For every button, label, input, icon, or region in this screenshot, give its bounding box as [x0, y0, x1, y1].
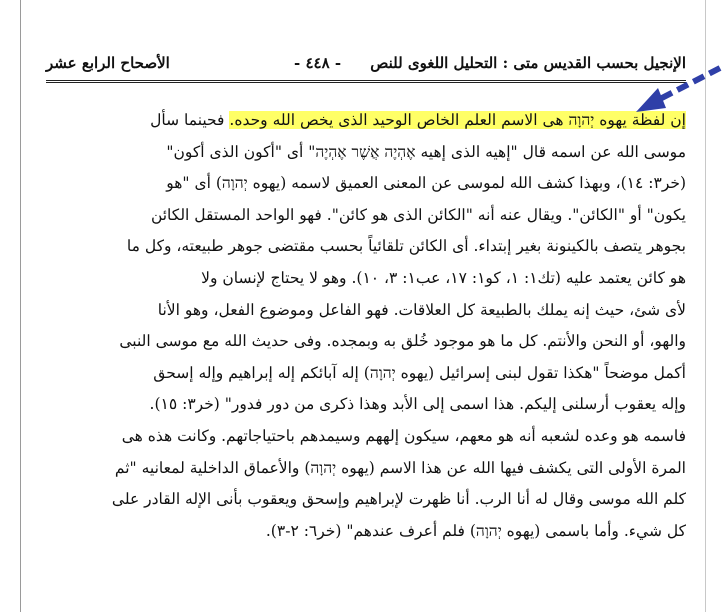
pointer-arrow-icon	[636, 62, 724, 122]
text-fragment: فحينما سأل	[150, 111, 230, 129]
text-line: هو كائن يعتمد عليه (تك١: ١، كو١: ١٧، عب١: ٣، ١٠). وهو لا يحتاج لإنسان ولا	[201, 268, 686, 287]
left-frame-line	[20, 0, 21, 612]
text-line: بجوهر يتصف بالكينونة بغير إبتداء. أى الكائن تلقائياً بحسب مقتضى جوهر طبيعته، وكل ما	[126, 237, 686, 256]
book-page	[46, 0, 686, 612]
text-line: والهو، أو النحن والأنتم. كل ما هو موجود خُلق به وبمجده. وفى حديث الله مع موسى النبى	[119, 332, 686, 351]
header-rule-double	[46, 82, 686, 83]
header-chapter: الأصحاح الرابع عشر	[46, 54, 170, 72]
text-line: المرة الأولى التى يكشف فيها الله عن هذا الاسم (يهوه יְהוָה) والأعماق الداخلية لمعانيه "ثم	[114, 458, 686, 477]
running-header	[46, 54, 686, 78]
text-line: أكمل موضحاً "هكذا تقول لبنى إسرائيل (يهوه יְהוָה) إله آبائكم إله إبراهيم وإله إسحق	[153, 363, 686, 382]
header-book-title: الإنجيل بحسب القديس متى : التحليل اللغوى للنص	[370, 54, 686, 72]
header-page-number: - ٤٤٨ -	[294, 54, 342, 72]
text-line: موسى الله عن اسمه قال "إهيه الذى إهيه אֶהְיֶה אֲשֶׁר אֶהְיֶה" أى "أكون الذى أكون"	[166, 142, 686, 161]
text-line: يكون" أو "الكائن". ويقال عنه أنه "الكائن الذى هو كائن". فهو الواحد المستقل الكائن	[150, 205, 686, 224]
text-line	[46, 105, 686, 137]
header-rule	[46, 80, 686, 81]
text-line: وإله يعقوب أرسلنى إليكم. هذا اسمى إلى الأبد وهذا ذكرى من دور فدور" (خر٣: ١٥).	[149, 395, 686, 414]
text-line: كلم الله موسى وقال له أنا الرب. أنا ظهرت لإبراهيم وإسحق ويعقوب بأنى الإله القادر على	[111, 490, 686, 509]
text-line: كل شيء. وأما باسمى (يهوه יְהוָה) فلم أعرف عندهم" (خر٦: ٢-٣).	[265, 521, 686, 540]
text-line: لأى شئ، حيث إنه يملك بالطبيعة كل العلاقات. فهو الفاعل وموضوع الفعل، وهو الأنا	[157, 300, 686, 319]
text-line: (خر٣: ١٤)، وبهذا كشف الله لموسى عن المعنى العميق لاسمه (يهوه יְהוָה) أى "هو	[166, 174, 686, 193]
highlighted-sentence: إن لفظة يهوه יְהוָה هى الاسم العلم الخاص الوحيد الذى يخص الله وحده.	[229, 111, 686, 129]
body-text	[46, 105, 686, 547]
text-line: فاسمه هو وعده لشعبه أنه هو معهم، سيكون إلههم وسيمدهم باحتياجاتهم. وكانت هذه هى	[121, 426, 686, 445]
